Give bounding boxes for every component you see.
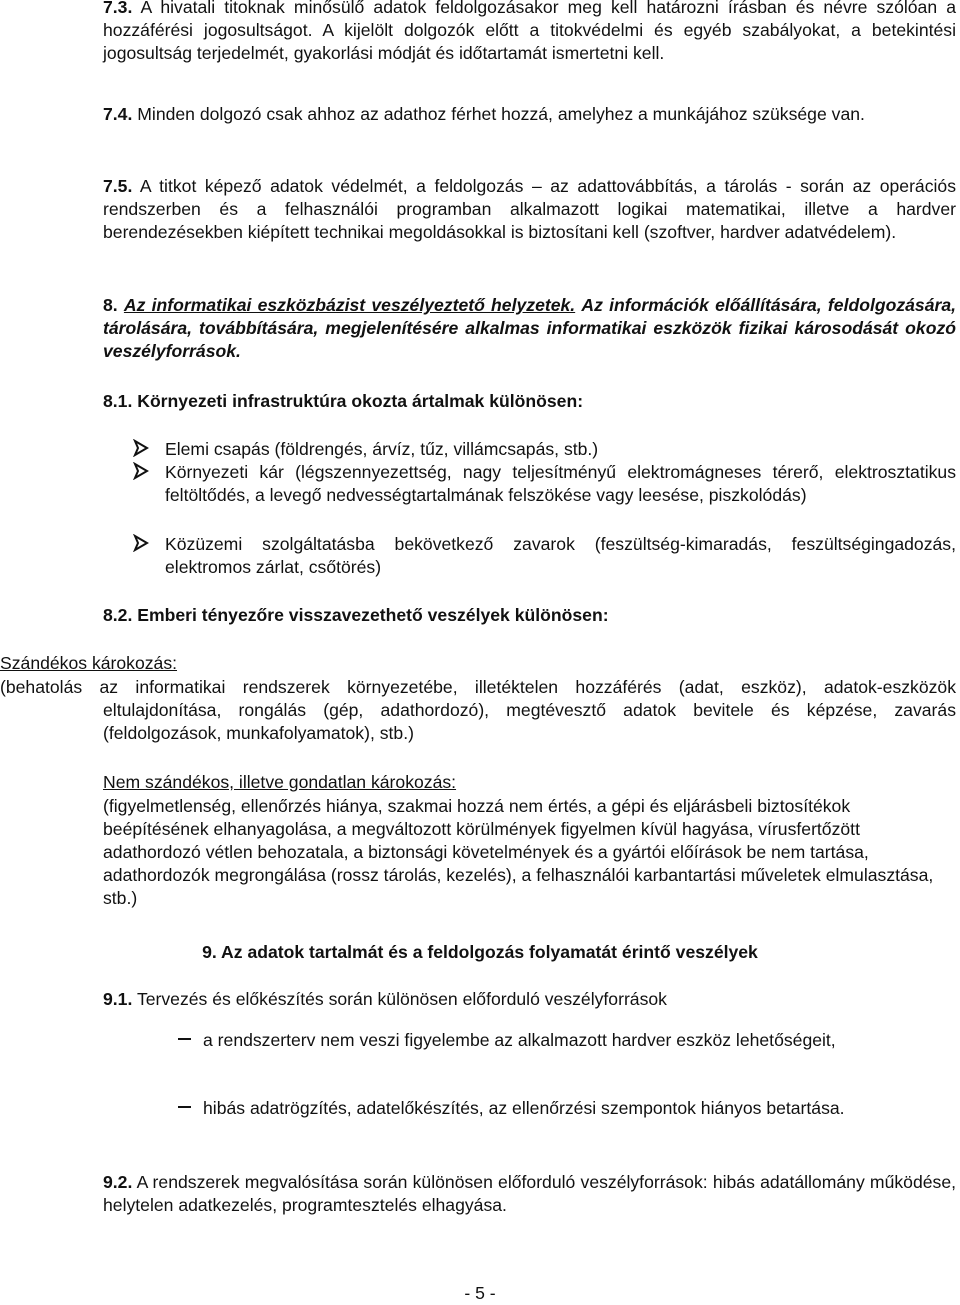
section-number: 7.4. [103, 104, 133, 124]
section-intro: Az információk előállítására, feldolgozására, tárolására, továbbítására, megjelenítésére alkalmas informatikai eszközök fizikai károsodását okozó veszélyforrások. [103, 295, 957, 361]
paragraph-9-2 [103, 1171, 956, 1217]
heading-text: 8.1. Környezeti infrastruktúra okozta ártalmak különösen: [103, 391, 584, 411]
list-item [178, 1026, 956, 1054]
section-number: 9.1. [103, 989, 133, 1009]
paragraph-9-1 [103, 988, 956, 1011]
section-8 [103, 294, 956, 363]
paragraph-text: Minden dolgozó csak ahhoz az adathoz férhet hozzá, amelyhez a munkájához szüksége van. [137, 104, 865, 124]
section-number: 9.2. [103, 1172, 133, 1192]
paragraph-7-4 [103, 103, 956, 126]
heading-text: 8.2. Emberi tényezőre visszavezethető veszélyek különösen: [103, 605, 609, 625]
list-item-text: Közüzemi szolgáltatásba bekövetkező zavarok (feszültség-kimaradás, feszültségingadozás, elektromos zárlat, csőtörés) [165, 534, 956, 577]
label-text: Nem szándékos, illetve gondatlan károkozás: [103, 772, 457, 792]
list-item-text: hibás adatrögzítés, adatelőkészítés, az ellenőrzési szempontok hiányos betartása. [203, 1098, 845, 1118]
arrowhead-bullet-icon [133, 439, 149, 457]
negligent-damage-label [103, 771, 956, 794]
section-number: 7.3. [103, 0, 133, 17]
heading-8-1 [103, 390, 956, 413]
heading-text: 9. Az adatok tartalmát és a feldolgozás folyamatát érintő veszélyek [202, 942, 758, 962]
dash-bullet-icon [178, 1038, 191, 1040]
paragraph-text: Tervezés és előkészítés során különösen előforduló veszélyforrások [136, 989, 667, 1009]
label-text: Szándékos károkozás: [0, 653, 178, 673]
heading-8-2 [103, 604, 956, 627]
list-item [133, 461, 956, 507]
paragraph-7-5 [103, 175, 956, 244]
list-item [133, 438, 956, 461]
list-item-text: Elemi csapás (földrengés, árvíz, tűz, villámcsapás, stb.) [165, 439, 599, 459]
section-number: 7.5. [103, 176, 133, 196]
paragraph-7-3 [103, 0, 956, 65]
list-item-text: a rendszerterv nem veszi figyelembe az alkalmazott hardver eszköz lehetőségeit, [203, 1030, 836, 1050]
arrowhead-bullet-icon [133, 462, 149, 480]
paragraph-text: A titkot képező adatok védelmét, a feldolgozás ‒ az adattovábbítás, a tárolás - során az operációs rendszerben és a felhasználói programban alkalmazott logikai matematikai, illetve a hardver berendezésekben kiépített technikai megoldásokkal is biztosítani kell (szoftver, hardver adatvédelem). [103, 176, 957, 242]
list-item [178, 1094, 956, 1122]
heading-9 [0, 941, 960, 964]
list-item [133, 533, 956, 579]
dash-bullet-icon [178, 1106, 191, 1108]
arrowhead-bullet-icon [133, 534, 149, 552]
list-item-text: Környezeti kár (légszennyezettség, nagy teljesítményű elektromágneses térerő, elektrosztatikus feltöltődés, a levegő nedvességtartalmának felszökése vagy leesése, piszkolódás) [165, 462, 956, 505]
section-title: Az informatikai eszközbázist veszélyeztető helyzetek. [123, 295, 576, 315]
section-number: 8. [103, 295, 118, 315]
paragraph-text: A rendszerek megvalósítása során különösen előforduló veszélyforrások: hibás adatállomány működése, helytelen adatkezelés, programtesztelés elhagyása. [103, 1172, 956, 1215]
negligent-damage-text: (figyelmetlenség, ellenőrzés hiánya, szakmai hozzá nem értés, a gépi és eljárásbeli biztosítékok beépítésének elhanyagolása, a megváltozott körülmények figyelmen kívül hagyása, vírusfertőzött adathordozó vétlen behozatala, a biztonsági követelmények és a gyártói előírások be nem tartása, adathordozók megrongálása (rossz tárolás, kezelés), a felhasználói karbantartási műveletek elmulasztása, stb.) [103, 796, 934, 908]
paragraph-text: A hivatali titoknak minősülő adatok feldolgozásakor meg kell határozni írásban és névre szólóan a hozzáférési jogosultságot. A kijelölt dolgozók előtt a titokvédelmi és egyéb szabályokat, a betekintési jogosultság terjedelmét, gyakorlási módját és időtartamát ismertetni kell. [103, 0, 956, 63]
intentional-damage-label [0, 652, 853, 675]
page-number: - 5 - [464, 1283, 496, 1303]
intentional-damage-text: (behatolás az informatikai rendszerek környezetébe, illetéktelen hozzáférés (adat, eszköz), adatok-eszközök eltulajdonítása, rongálás (gép, adathordozó), megtévesztő adatok bevitele és képzése, zavarás (feldolgozások, munkafolyamatok), stb.) [0, 677, 956, 743]
